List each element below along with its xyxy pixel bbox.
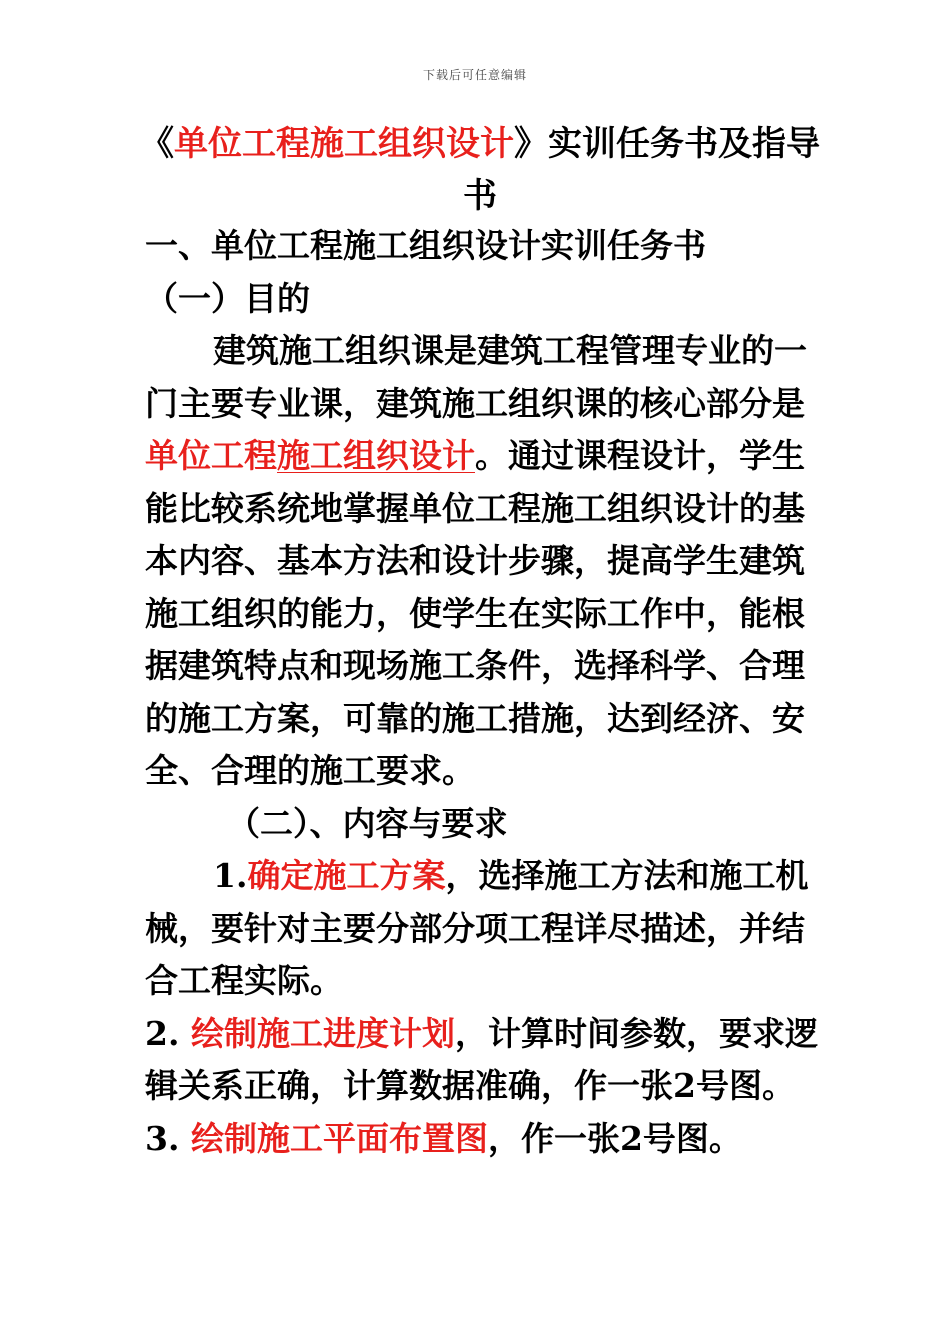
- section-heading: 一、单位工程施工组织设计实训任务书: [145, 226, 706, 265]
- purpose-text-before: 建筑施工组织课是建筑工程管理专业的一门主要专业课，建筑施工组织课的核心部分是: [145, 331, 807, 423]
- requirement-item-3: [145, 1113, 835, 1166]
- header-note: 下载后可任意编辑: [422, 68, 527, 82]
- item-highlight: 确定施工方案: [247, 856, 446, 895]
- purpose-highlight-underlined: 施工组织设计: [277, 436, 475, 475]
- item-text: ，作一张2号图。: [487, 1118, 742, 1158]
- item-number: 1.: [213, 856, 248, 895]
- document-title: [140, 118, 820, 222]
- title-highlight: 单位工程施工组织设计: [174, 124, 514, 164]
- item-highlight: 绘制施工进度计划: [190, 1013, 455, 1053]
- document-body: [145, 220, 835, 1165]
- item-text: ，计算时间参数，要求逻辑关系正确，计算数据准确，作一张2号图。: [145, 1013, 818, 1105]
- subsection-heading-purpose: （一）目的: [145, 278, 310, 318]
- item-number: 2.: [145, 1013, 180, 1053]
- title-rest: 》实训任务书及指导书: [463, 124, 820, 216]
- title-open-mark: 《: [140, 124, 174, 164]
- requirement-item-2: [145, 1008, 835, 1113]
- requirement-item-1: [145, 850, 835, 1008]
- item-text: ，选择施工方法和施工机械，要针对主要分部分项工程详尽描述，并结合工程实际。: [145, 856, 809, 1000]
- purpose-paragraph: [145, 325, 835, 798]
- item-highlight: 绘制施工平面布置图: [190, 1118, 488, 1158]
- purpose-highlight-plain: 单位工程: [145, 436, 277, 475]
- purpose-text-after: 。通过课程设计，学生能比较系统地掌握单位工程施工组织设计的基本内容、基本方法和设计步骤，提高学生建筑施工组织的能力，使学生在实际工作中，能根据建筑特点和现场施工条件，选择科学、合理的施工方案，可靠的施工措施，达到经济、安全、合理的施工要求。: [145, 436, 805, 790]
- item-number: 3.: [145, 1118, 180, 1158]
- subsection-heading-content: （二）、内容与要求: [227, 803, 508, 843]
